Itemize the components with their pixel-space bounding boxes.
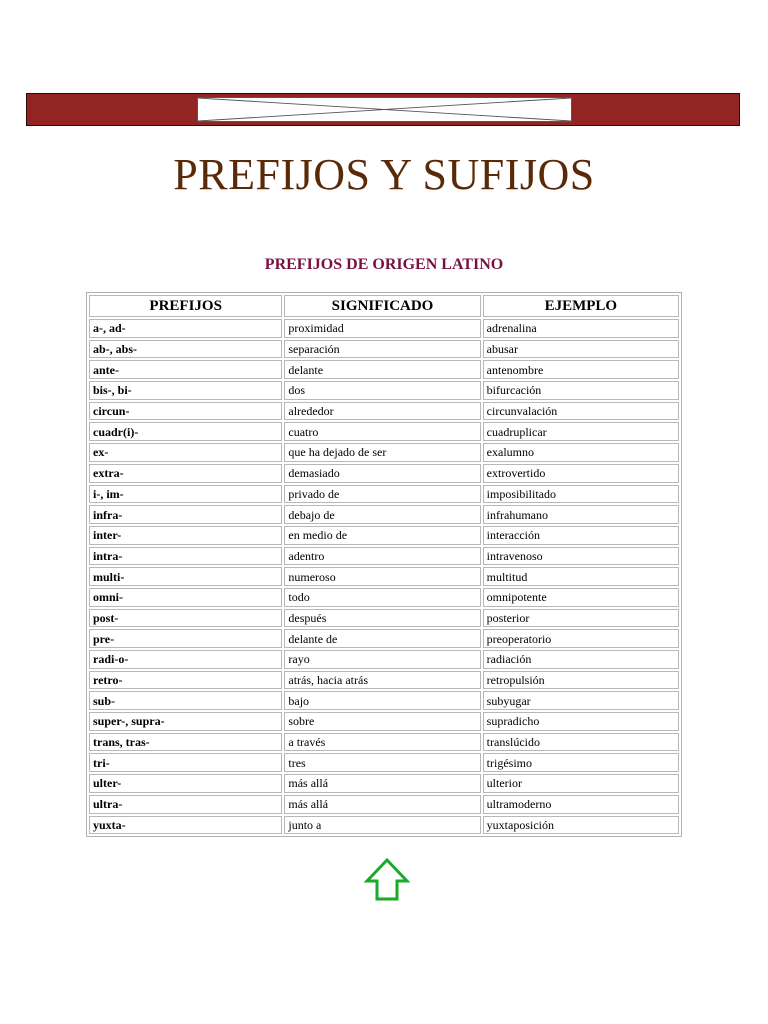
cell-prefijo: inter- [89,526,282,545]
cell-significado: delante [284,360,480,379]
cell-significado: cuatro [284,422,480,441]
cell-significado: adentro [284,547,480,566]
cell-significado: dos [284,381,480,400]
cell-ejemplo: supradicho [483,712,679,731]
table-row [89,319,679,338]
banner-image-placeholder [197,97,572,122]
header-significado: SIGNIFICADO [284,295,480,317]
cell-prefijo: extra- [89,464,282,483]
cell-prefijo: yuxta- [89,816,282,835]
cell-significado: sobre [284,712,480,731]
cell-ejemplo: ulterior [483,774,679,793]
cell-ejemplo: interacción [483,526,679,545]
table-header-row [89,295,679,317]
table-row [89,650,679,669]
table-row [89,360,679,379]
header-prefijos: PREFIJOS [89,295,282,317]
cell-prefijo: ex- [89,443,282,462]
cell-prefijo: retro- [89,671,282,690]
cell-ejemplo: yuxtaposición [483,816,679,835]
cell-significado: junto a [284,816,480,835]
cell-prefijo: super-, supra- [89,712,282,731]
cell-prefijo: infra- [89,505,282,524]
back-to-top-link[interactable] [364,857,410,903]
table-row [89,485,679,504]
table-row [89,774,679,793]
cell-significado: después [284,609,480,628]
cell-prefijo: ante- [89,360,282,379]
cell-ejemplo: trigésimo [483,753,679,772]
cell-significado: proximidad [284,319,480,338]
cell-ejemplo: abusar [483,340,679,359]
table-row [89,443,679,462]
table-row [89,733,679,752]
cell-ejemplo: exalumno [483,443,679,462]
table-row [89,381,679,400]
table-row [89,671,679,690]
cell-significado: privado de [284,485,480,504]
cell-ejemplo: circunvalación [483,402,679,421]
table-row [89,816,679,835]
cell-prefijo: bis-, bi- [89,381,282,400]
broken-image-icon [198,98,571,121]
cell-ejemplo: ultramoderno [483,795,679,814]
table-row [89,691,679,710]
table-row [89,795,679,814]
cell-ejemplo: multitud [483,567,679,586]
cell-prefijo: a-, ad- [89,319,282,338]
cell-prefijo: omni- [89,588,282,607]
cell-significado: numeroso [284,567,480,586]
cell-prefijo: ultra- [89,795,282,814]
table-row [89,712,679,731]
cell-significado: separación [284,340,480,359]
cell-significado: delante de [284,629,480,648]
cell-ejemplo: retropulsión [483,671,679,690]
cell-prefijo: pre- [89,629,282,648]
cell-prefijo: i-, im- [89,485,282,504]
cell-significado: que ha dejado de ser [284,443,480,462]
cell-prefijo: ab-, abs- [89,340,282,359]
cell-prefijo: sub- [89,691,282,710]
cell-significado: todo [284,588,480,607]
cell-ejemplo: antenombre [483,360,679,379]
cell-ejemplo: adrenalina [483,319,679,338]
cell-ejemplo: translúcido [483,733,679,752]
table-row [89,422,679,441]
table-body [89,319,679,834]
cell-significado: alrededor [284,402,480,421]
table-row [89,567,679,586]
cell-prefijo: multi- [89,567,282,586]
cell-significado: rayo [284,650,480,669]
cell-ejemplo: omnipotente [483,588,679,607]
cell-ejemplo: intravenoso [483,547,679,566]
table-row [89,753,679,772]
cell-significado: debajo de [284,505,480,524]
table-row [89,629,679,648]
cell-ejemplo: infrahumano [483,505,679,524]
cell-significado: atrás, hacia atrás [284,671,480,690]
table-row [89,402,679,421]
cell-ejemplo: extrovertido [483,464,679,483]
table-row [89,464,679,483]
cell-prefijo: post- [89,609,282,628]
cell-significado: tres [284,753,480,772]
cell-prefijo: cuadr(i)- [89,422,282,441]
cell-significado: más allá [284,774,480,793]
table-row [89,609,679,628]
page-title: PREFIJOS Y SUFIJOS [173,150,595,199]
table-row [89,547,679,566]
cell-ejemplo: cuadruplicar [483,422,679,441]
cell-prefijo: ulter- [89,774,282,793]
cell-prefijo: tri- [89,753,282,772]
cell-ejemplo: bifurcación [483,381,679,400]
cell-ejemplo: radiación [483,650,679,669]
cell-ejemplo: subyugar [483,691,679,710]
cell-ejemplo: posterior [483,609,679,628]
table-row [89,588,679,607]
cell-prefijo: circun- [89,402,282,421]
cell-prefijo: trans, tras- [89,733,282,752]
cell-significado: demasiado [284,464,480,483]
cell-ejemplo: preoperatorio [483,629,679,648]
table-row [89,526,679,545]
cell-ejemplo: imposibilitado [483,485,679,504]
cell-significado: en medio de [284,526,480,545]
cell-significado: bajo [284,691,480,710]
cell-prefijo: intra- [89,547,282,566]
header-banner [26,93,740,126]
cell-significado: más allá [284,795,480,814]
header-ejemplo: EJEMPLO [483,295,679,317]
table-row [89,505,679,524]
cell-significado: a través [284,733,480,752]
table-row [89,340,679,359]
section-subtitle: PREFIJOS DE ORIGEN LATINO [264,256,504,273]
up-arrow-icon [364,857,410,903]
cell-prefijo: radi-o- [89,650,282,669]
prefix-table [86,292,682,837]
